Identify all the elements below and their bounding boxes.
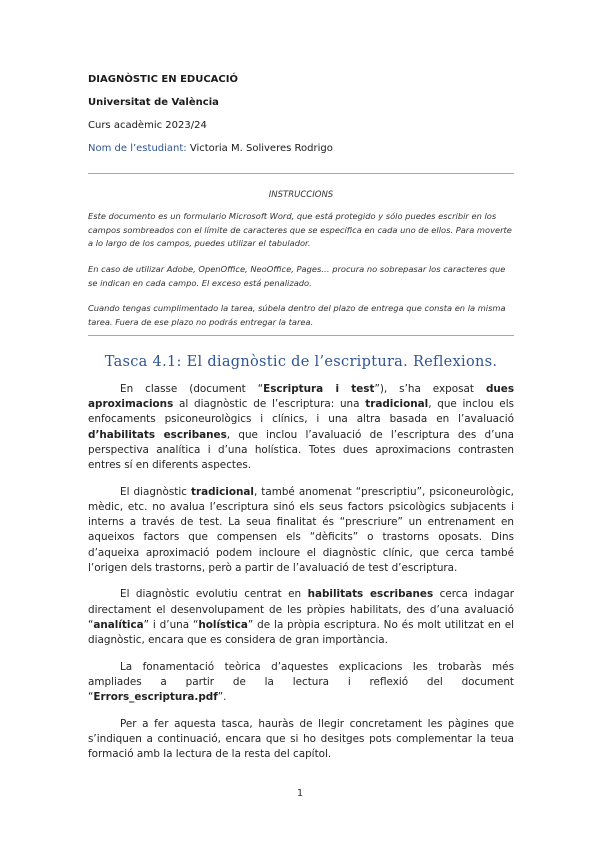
instructions-title: INSTRUCCIONS bbox=[268, 190, 334, 200]
divider-bottom bbox=[88, 335, 514, 336]
body-paragraph-3: El diagnòstic evolutiu centrat en habilitats escribanes cerca indagar directament el desenvolupament de les pròpies habilitats, des d’una avaluació “analítica” i d’una “holística” de la pròpia escriptura. No és molt utilitzat en el diagnòstic, encara que es considera de gran importància. bbox=[88, 588, 514, 647]
page-number: 1 bbox=[296, 788, 304, 799]
body-paragraph-2: El diagnòstic tradicional, també anomenat “prescriptiu”, psiconeurològic, mèdic, etc. no avalua l’escriptura sinó els seus factors psicològics subjacents i interns a través de test. La seua finalitat és “prescriure” un entrenament en aqueixos factors que compensen els “dèficits” o trastorns oposats. Dins d’aqueixa aproximació podem incloure el diagnòstic clínic, que cerca també l’origen dels trastorns, però a partir de l’avaluació de test d’escriptura. bbox=[88, 485, 514, 574]
student-label: Nom de l’estudiant: bbox=[88, 143, 187, 154]
doc-reference: Escriptura i test bbox=[263, 383, 375, 395]
instructions-paragraph-1: Este documento es un formulario Microsoft Word, que está protegido y sólo puedes escribir en los campos sombreados con el límite de caracteres que se especifica en cada uno de ellos. Para moverte a lo largo de los campos, puedes utilizar el tabulador. bbox=[88, 211, 512, 249]
academic-year: Curs acadèmic 2023/24 bbox=[88, 120, 207, 131]
body-paragraph-4: La fonamentació teòrica d’aquestes explicacions les trobaràs més ampliades a partir de la lectura i reflexió del document “Errors_escriptura.pdf”. bbox=[88, 660, 514, 704]
divider-top bbox=[88, 173, 514, 174]
body-paragraph-5: Per a fer aquesta tasca, hauràs de llegir concretament les pàgines que s’indiquen a continuació, encara que si ho desitges pots complementar la teua formació amb la lectura de la resta del capítol. bbox=[88, 717, 514, 761]
body-paragraph-1: En classe (document “Escriptura i test”), s’ha exposat dues aproximacions al diagnòstic de l’escriptura: una tradicional, que inclou els enfocaments psiconeurològics i clínics, i una altra basada en l’avaluació d’habilitats escribanes, que inclou l’avaluació de l’escriptura des d’una perspectiva analítica i d’una holística. Totes dues aproximacions contrasten entres sí en diferents aspectes. bbox=[88, 383, 515, 472]
student-name-field[interactable]: Victoria M. Soliveres Rodrigo bbox=[189, 143, 333, 154]
task-body bbox=[88, 382, 514, 774]
course-title: DIAGNÒSTIC EN EDUCACIÓ bbox=[88, 74, 238, 85]
university-name: Universitat de València bbox=[88, 97, 219, 108]
task-title: Tasca 4.1: El diagnòstic de l’escriptura. Reflexions. bbox=[104, 354, 498, 370]
instructions-paragraph-3: Cuando tengas cumplimentado la tarea, súbela dentro del plazo de entrega que consta en la misma tarea. Fuera de ese plazo no podrás entregar la tarea. bbox=[88, 303, 506, 327]
instructions-paragraph-2: En caso de utilizar Adobe, OpenOffice, NeoOffice, Pages… procura no sobrepasar los caracteres que se indican en cada campo. El exceso está penalizado. bbox=[88, 264, 506, 288]
student-line bbox=[88, 143, 333, 154]
doc-reference: Errors_escriptura.pdf bbox=[93, 691, 218, 704]
